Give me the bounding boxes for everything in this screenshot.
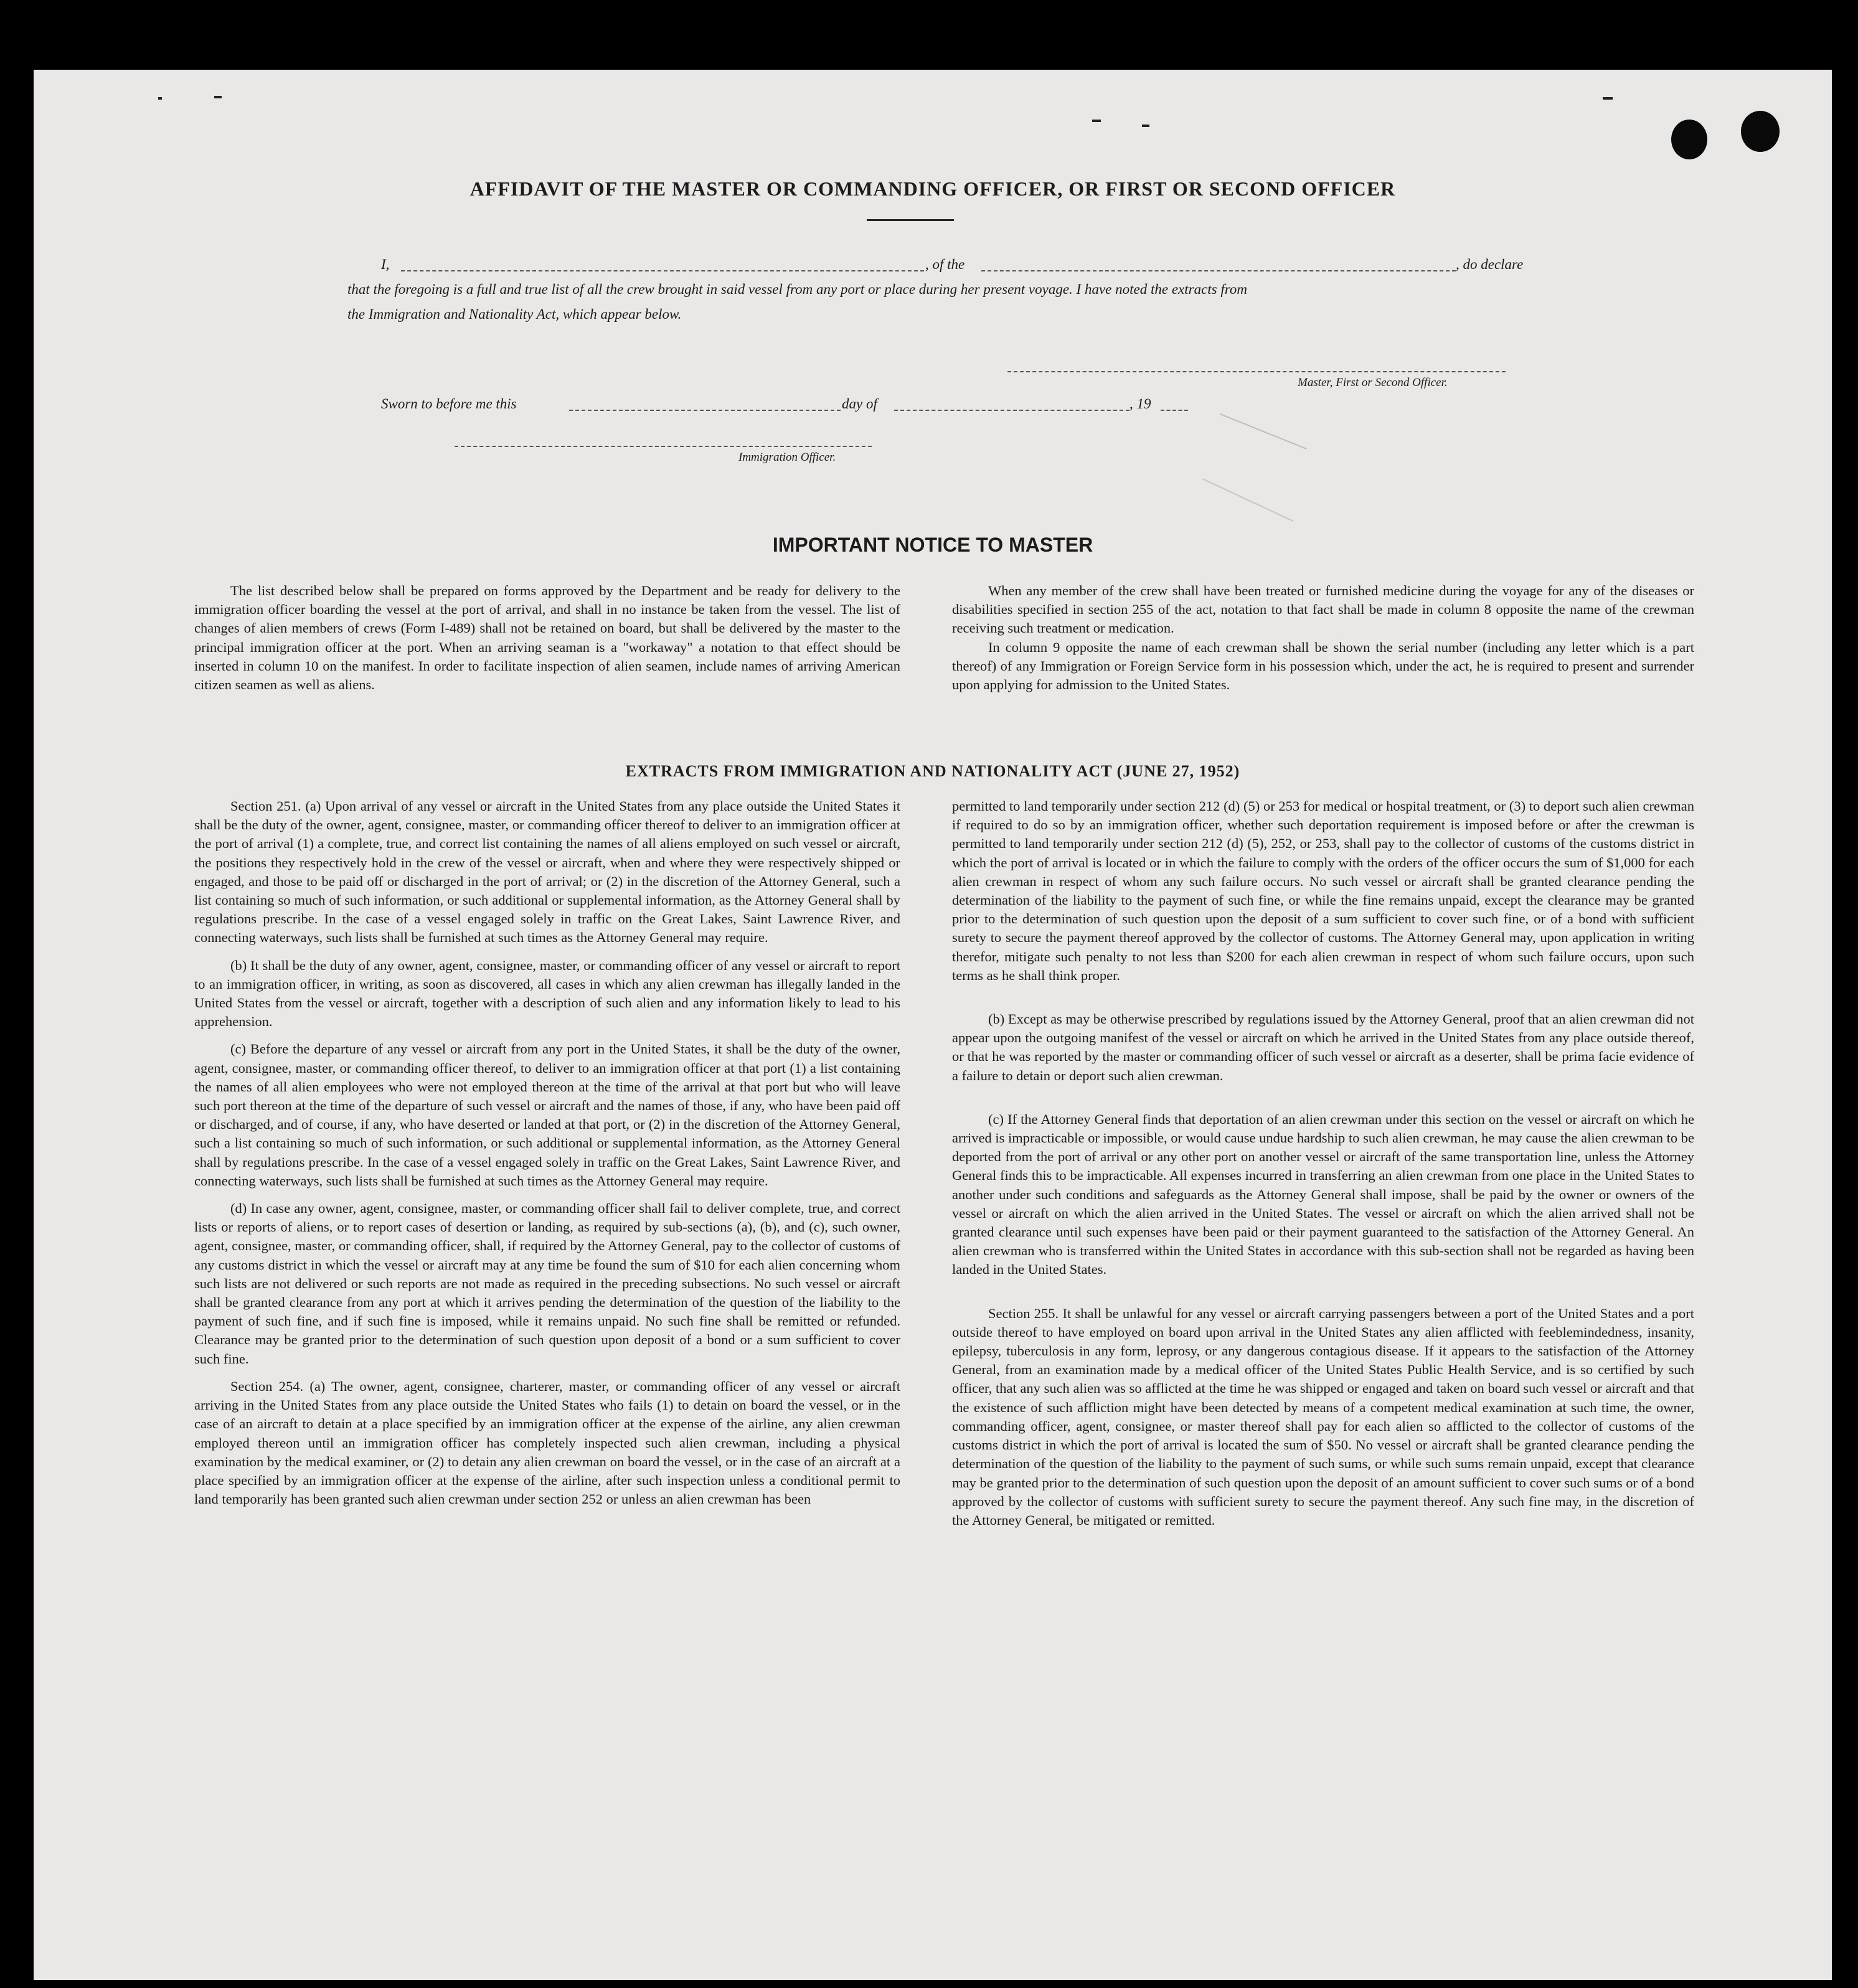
scan-mark	[1220, 413, 1307, 450]
scan-speck	[214, 96, 222, 98]
year-label: , 19	[1129, 396, 1151, 412]
sworn-day-field[interactable]	[569, 410, 841, 411]
notice-right-column	[952, 582, 1694, 694]
scan-speck	[158, 97, 162, 100]
scan-speck	[1603, 97, 1613, 100]
document-page	[34, 70, 1832, 1980]
section-255: Section 255. It shall be unlawful for any vessel or aircraft carrying passengers between a port of the United States and a port outside thereof to have employed on board upon arrival in the United States any alien afflicted with feeblemindedness, insanity, epilepsy, tuberculosis in any form, leprosy, or any dangerous contagious disease. If it appears to the satisfaction of the Attorney General, from an examination made by a medical officer of the United States Public Health Service, and is so certified by such officer, that any such alien was so afflicted at the time he was shipped or engaged and taken on board such vessel or aircraft and that the existence of such affliction might have been detected by means of a competent medical examination at such time, the owner, commanding officer, agent, consignee, or master thereof shall pay for each alien so afflicted to the collector of customs of the customs district in which the port of arrival is located the sum of $50. No vessel or aircraft shall be granted clearance pending the determination of the question of the liability to the payment of such sums, or while such sums remain unpaid, except that clearance may be granted prior to the determination of such question upon the deposit of an amount sufficient to cover such sums or of a bond approved by the collector of customs with sufficient surety to secure the payment thereof. Any such fine may, in the discretion of the Attorney General, be mitigated or remitted.	[952, 1305, 1694, 1528]
section-254-b: (b) Except as may be otherwise prescribed by regulations issued by the Attorney General, proof that an alien crewman did not appear upon the outgoing manifest of the vessel or aircraft on which he arrived in the United States from any place outside thereof, or that he was reported by the master or commanding officer of such vessel or aircraft as a deserter, shall be prima facie evidence of a failure to detain or deport such alien crewman.	[952, 1011, 1694, 1083]
vessel-name-field[interactable]	[981, 270, 1456, 271]
title-underline	[867, 219, 954, 221]
punch-hole-right	[1741, 111, 1780, 152]
master-signature-label: Master, First or Second Officer.	[1298, 376, 1448, 389]
notice-right-paragraph-2: In column 9 opposite the name of each crewman shall be shown the serial number (including any letter which is a part thereof) of any Immigration or Foreign Service form in his possession which, under the act, he is required to present and surrender upon applying for admission to the United States.	[952, 639, 1694, 693]
extracts-right-column	[952, 797, 1694, 1530]
section-254-a-continued: permitted to land temporarily under section 212 (d) (5) or 253 for medical or hospital treatment, or (3) to deport such alien crewman if required to do so by an immigration officer, whether such deportation requirement is imposed before or after the crewman is permitted to land temporarily under section 212 (d) (5), 252, or 253, shall pay to the collector of customs of the customs district in which the port of arrival is located or in which the failure to comply with the orders of the officer occurs the sum of $1,000 for each alien crewman in respect of whom any such failure occurs. No such vessel or aircraft shall be granted clearance pending the determination of the liability to the payment of such fine, or while the fine remains unpaid, except the clearance may be granted prior to the determination of such question upon the deposit of a sum sufficient to cover such fine, or of a bond with sufficient surety to secure the payment thereof approved by the collector of customs. The Attorney General may, upon application in writing therefor, mitigate such penalty to not less than $200 for each alien crewman in respect of whom such failure occurs, upon such terms as he shall think proper.	[952, 798, 1694, 983]
declaration-text: that the foregoing is a full and true list of all the crew brought in said vessel from any port or place during her present voyage. I have noted the extracts from	[347, 281, 1247, 297]
day-of-label: day of	[842, 396, 877, 412]
section-254-c: (c) If the Attorney General finds that deportation of an alien crewman under this section on the vessel or aircraft on which he arrived is impracticable or impossible, or would cause undue hardship to such alien crewman, he may cause the alien crewman to be deported from the port of arrival or any other port on another vessel or aircraft of the same transportation line, unless the Attorney General finds this to be impracticable. All expenses incurred in transferring an alien crewman from one place in the United States to another under such conditions and safeguards as the Attorney General shall impose, shall be paid by the owner or owners of the vessel or aircraft on which the alien arrived in the United States. The vessel or aircraft on which the alien arrived shall not be granted clearance until such expenses have been paid or their payment guaranteed to the satisfaction of the Attorney General. An alien crewman who is transferred within the United States in accordance with this sub-section shall not be regarded as having been landed in the United States.	[952, 1111, 1694, 1278]
section-251-a: Section 251. (a) Upon arrival of any vessel or aircraft in the United States from any place outside the United States it shall be the duty of the owner, agent, consignee, master, or commanding officer thereof to deliver to an immigration officer at the port of arrival (1) a complete, true, and correct list containing the names of all aliens employed on such vessel or aircraft, the positions they respectively hold in the crew of the vessel or aircraft, when and where they were respectively shipped or engaged, and those to be paid off or discharged in the port of arrival; or (2) in the discretion of the Attorney General, such a list containing so much of such information, or such additional or supplemental information, as the Attorney General shall by regulations prescribe. In the case of a vessel engaged solely in traffic on the Great Lakes, Saint Lawrence River, and connecting waterways, such lists shall be furnished at such times as the Attorney General may require.	[194, 798, 900, 946]
scan-speck	[1092, 120, 1101, 122]
declarant-prefix: I,	[381, 257, 390, 272]
section-251-b: (b) It shall be the duty of any owner, agent, consignee, master, or commanding officer of any vessel or aircraft to report to an immigration officer, in writing, as soon as discovered, all cases in which any alien crewman has illegally landed in the United States from the vessel or aircraft, together with a description of such alien and any information likely to lead to his apprehension.	[194, 957, 900, 1030]
extracts-title: EXTRACTS FROM IMMIGRATION AND NATIONALITY ACT (JUNE 27, 1952)	[625, 762, 1240, 780]
sworn-label: Sworn to before me this	[381, 396, 517, 412]
extracts-left-column	[194, 797, 900, 1509]
scan-mark	[1202, 478, 1293, 521]
affidavit-title: AFFIDAVIT OF THE MASTER OR COMMANDING OFFICER, OR FIRST OR SECOND OFFICER	[469, 177, 1396, 200]
sworn-year-field[interactable]	[1161, 410, 1188, 411]
notice-title: IMPORTANT NOTICE TO MASTER	[772, 534, 1093, 556]
sworn-month-field[interactable]	[894, 410, 1129, 411]
scan-speck	[1142, 125, 1149, 127]
section-251-c: (c) Before the departure of any vessel or aircraft from any port in the United States, it shall be the duty of the owner, agent, consignee, master, or commanding officer thereof, to deliver to an immigration officer at that port (1) a list containing the names of all alien employees who were not employed thereon at the time of the arrival at that port but who will leave such port thereon at the time of the departure of such vessel or aircraft and the names of those, if any, who have been paid off or discharged, and of course, if any, who have deserted or landed at that port, or (2) in the discretion of the Attorney General, such a list containing so much of such information, or such additional or supplemental information, as the Attorney General shall by regulations prescribe. In the case of a vessel engaged solely in traffic on the Great Lakes, Saint Lawrence River, and connecting waterways, such lists shall be furnished at such times as the Attorney General may require.	[194, 1041, 900, 1189]
declaration-text-end: the Immigration and Nationality Act, which appear below.	[347, 306, 682, 322]
notice-right-paragraph-1: When any member of the crew shall have been treated or furnished medicine during the voyage for any of the diseases or disabilities specified in section 255 of the act, notation to that fact shall be made in column 8 opposite the name of the crewman receiving such treatment or medication.	[952, 583, 1694, 636]
notice-left-paragraph: The list described below shall be prepared on forms approved by the Department and be ready for delivery to the immigration officer boarding the vessel at the port of arrival, and shall in no instance be taken from the vessel. The list of changes of alien members of crews (Form I-489) shall not be retained on board, but shall be delivered by the master to the principal immigration officer at the port. When an arriving seaman is a "workaway" a notation to that effect should be inserted in column 10 on the manifest. In order to facilitate inspection of alien seamen, include names of arriving American citizen seamen as well as aliens.	[194, 583, 900, 693]
punch-hole-left	[1671, 120, 1707, 159]
notice-left-column	[194, 582, 900, 694]
declarant-name-field[interactable]	[401, 270, 924, 271]
of-the-label: , of the	[925, 257, 965, 272]
master-signature-field[interactable]	[1007, 371, 1506, 372]
section-251-d: (d) In case any owner, agent, consignee, master, or commanding officer shall fail to deliver complete, true, and correct lists or reports of aliens, or to report cases of desertion or landing, as required by sub-sections (a), (b), and (c), such owner, agent, consignee, master, or commanding officer, shall, if required by the Attorney General, pay to the collector of customs of any customs district in which the vessel or aircraft may at any time be found the sum of $10 for each alien concerning whom such lists are not delivered or such reports are not made as required in the preceding subsections. No such vessel or aircraft shall be granted clearance from any port at which it arrives pending the determination of the question of the liability to the payment of such fine, and if such fine is imposed, while it remains unpaid. No such fine shall be remitted or refunded. Clearance may be granted prior to the determination of such question upon deposit of a bond or a sum sufficient to cover such fine.	[194, 1200, 900, 1367]
immigration-officer-label: Immigration Officer.	[738, 451, 836, 464]
section-254-a: Section 254. (a) The owner, agent, consignee, charterer, master, or commanding officer of any vessel or aircraft arriving in the United States from any place outside the United States who fails (1) to detain on board the vessel, or in the case of an aircraft to detain at a place specified by an immigration officer at the expense of the airline, any alien crewman employed thereon until an immigration officer has completely inspected such alien crewman, including a physical examination by the medical examiner, or (2) to detain any alien crewman on board the vessel, or in the case of an aircraft at a place specified by an immigration officer at the expense of the airline, after such inspection unless a conditional permit to land temporarily has been granted such alien crewman under section 252 or unless an alien crewman has been	[194, 1378, 900, 1507]
do-declare-label: , do declare	[1456, 257, 1524, 272]
immigration-officer-signature-field[interactable]	[455, 446, 872, 447]
